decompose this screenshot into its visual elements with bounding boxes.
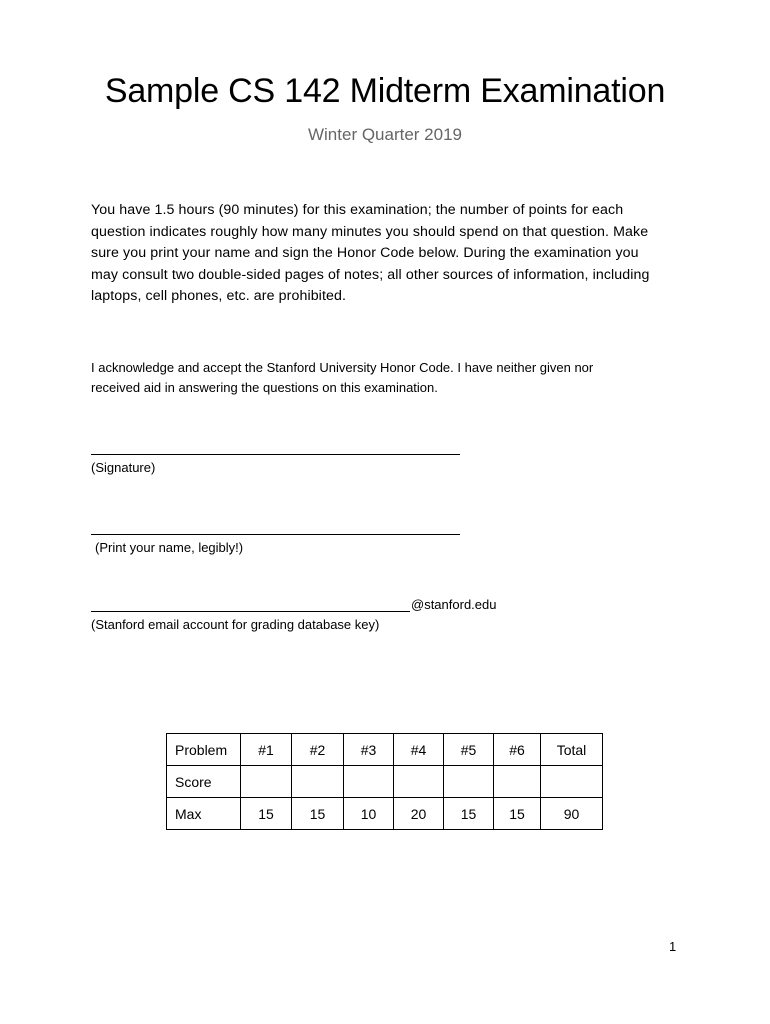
problem-cell: #3 xyxy=(344,734,394,766)
score-cell[interactable] xyxy=(292,766,344,798)
max-cell: 15 xyxy=(444,798,494,830)
instructions-line: You have 1.5 hours (90 minutes) for this examination; the number of points for each xyxy=(91,202,624,218)
max-cell: 20 xyxy=(394,798,444,830)
score-cell[interactable] xyxy=(494,766,541,798)
email-label: (Stanford email account for grading database key) xyxy=(91,617,380,632)
instructions-line: laptops, cell phones, etc. are prohibited. xyxy=(91,288,347,304)
page-number: 1 xyxy=(669,939,677,954)
score-table xyxy=(166,733,603,830)
instructions-line: question indicates roughly how many minutes you should spend on that question. Make xyxy=(91,223,649,240)
problem-cell: #1 xyxy=(241,734,292,766)
score-cell[interactable] xyxy=(344,766,394,798)
problem-cell: #6 xyxy=(494,734,541,766)
name-label: (Print your name, legibly!) xyxy=(95,540,244,555)
max-cell: 15 xyxy=(241,798,292,830)
row-label-max: Max xyxy=(167,798,241,830)
problem-cell: Total xyxy=(541,734,603,766)
score-cell[interactable] xyxy=(394,766,444,798)
instructions-line: sure you print your name and sign the Honor Code below. During the examination you xyxy=(91,245,639,261)
max-cell: 15 xyxy=(494,798,541,830)
problem-cell: #4 xyxy=(394,734,444,766)
honor-code-statement xyxy=(91,358,691,397)
table-row-max xyxy=(167,798,603,830)
honor-code-line: received aid in answering the questions on this examination. xyxy=(91,379,438,395)
email-line[interactable] xyxy=(91,611,410,612)
score-cell[interactable] xyxy=(241,766,292,798)
table-row-problem xyxy=(167,734,603,766)
table-row-score xyxy=(167,766,603,798)
instructions-line: may consult two double-sided pages of notes; all other sources of information, including xyxy=(91,266,650,283)
row-label-problem: Problem xyxy=(167,734,241,766)
signature-line[interactable] xyxy=(91,454,460,455)
name-line[interactable] xyxy=(91,534,460,535)
max-cell: 15 xyxy=(292,798,344,830)
signature-label: (Signature) xyxy=(91,460,156,475)
score-cell[interactable] xyxy=(444,766,494,798)
honor-code-line: I acknowledge and accept the Stanford University Honor Code. I have neither given nor xyxy=(91,360,594,375)
page-title: Sample CS 142 Midterm Examination xyxy=(104,72,666,110)
page-subtitle: Winter Quarter 2019 xyxy=(307,125,462,144)
instructions-paragraph xyxy=(91,200,691,308)
score-cell[interactable] xyxy=(541,766,603,798)
problem-cell: #2 xyxy=(292,734,344,766)
email-domain: @stanford.edu xyxy=(411,597,497,612)
row-label-score: Score xyxy=(167,766,241,798)
max-cell: 90 xyxy=(541,798,603,830)
max-cell: 10 xyxy=(344,798,394,830)
problem-cell: #5 xyxy=(444,734,494,766)
